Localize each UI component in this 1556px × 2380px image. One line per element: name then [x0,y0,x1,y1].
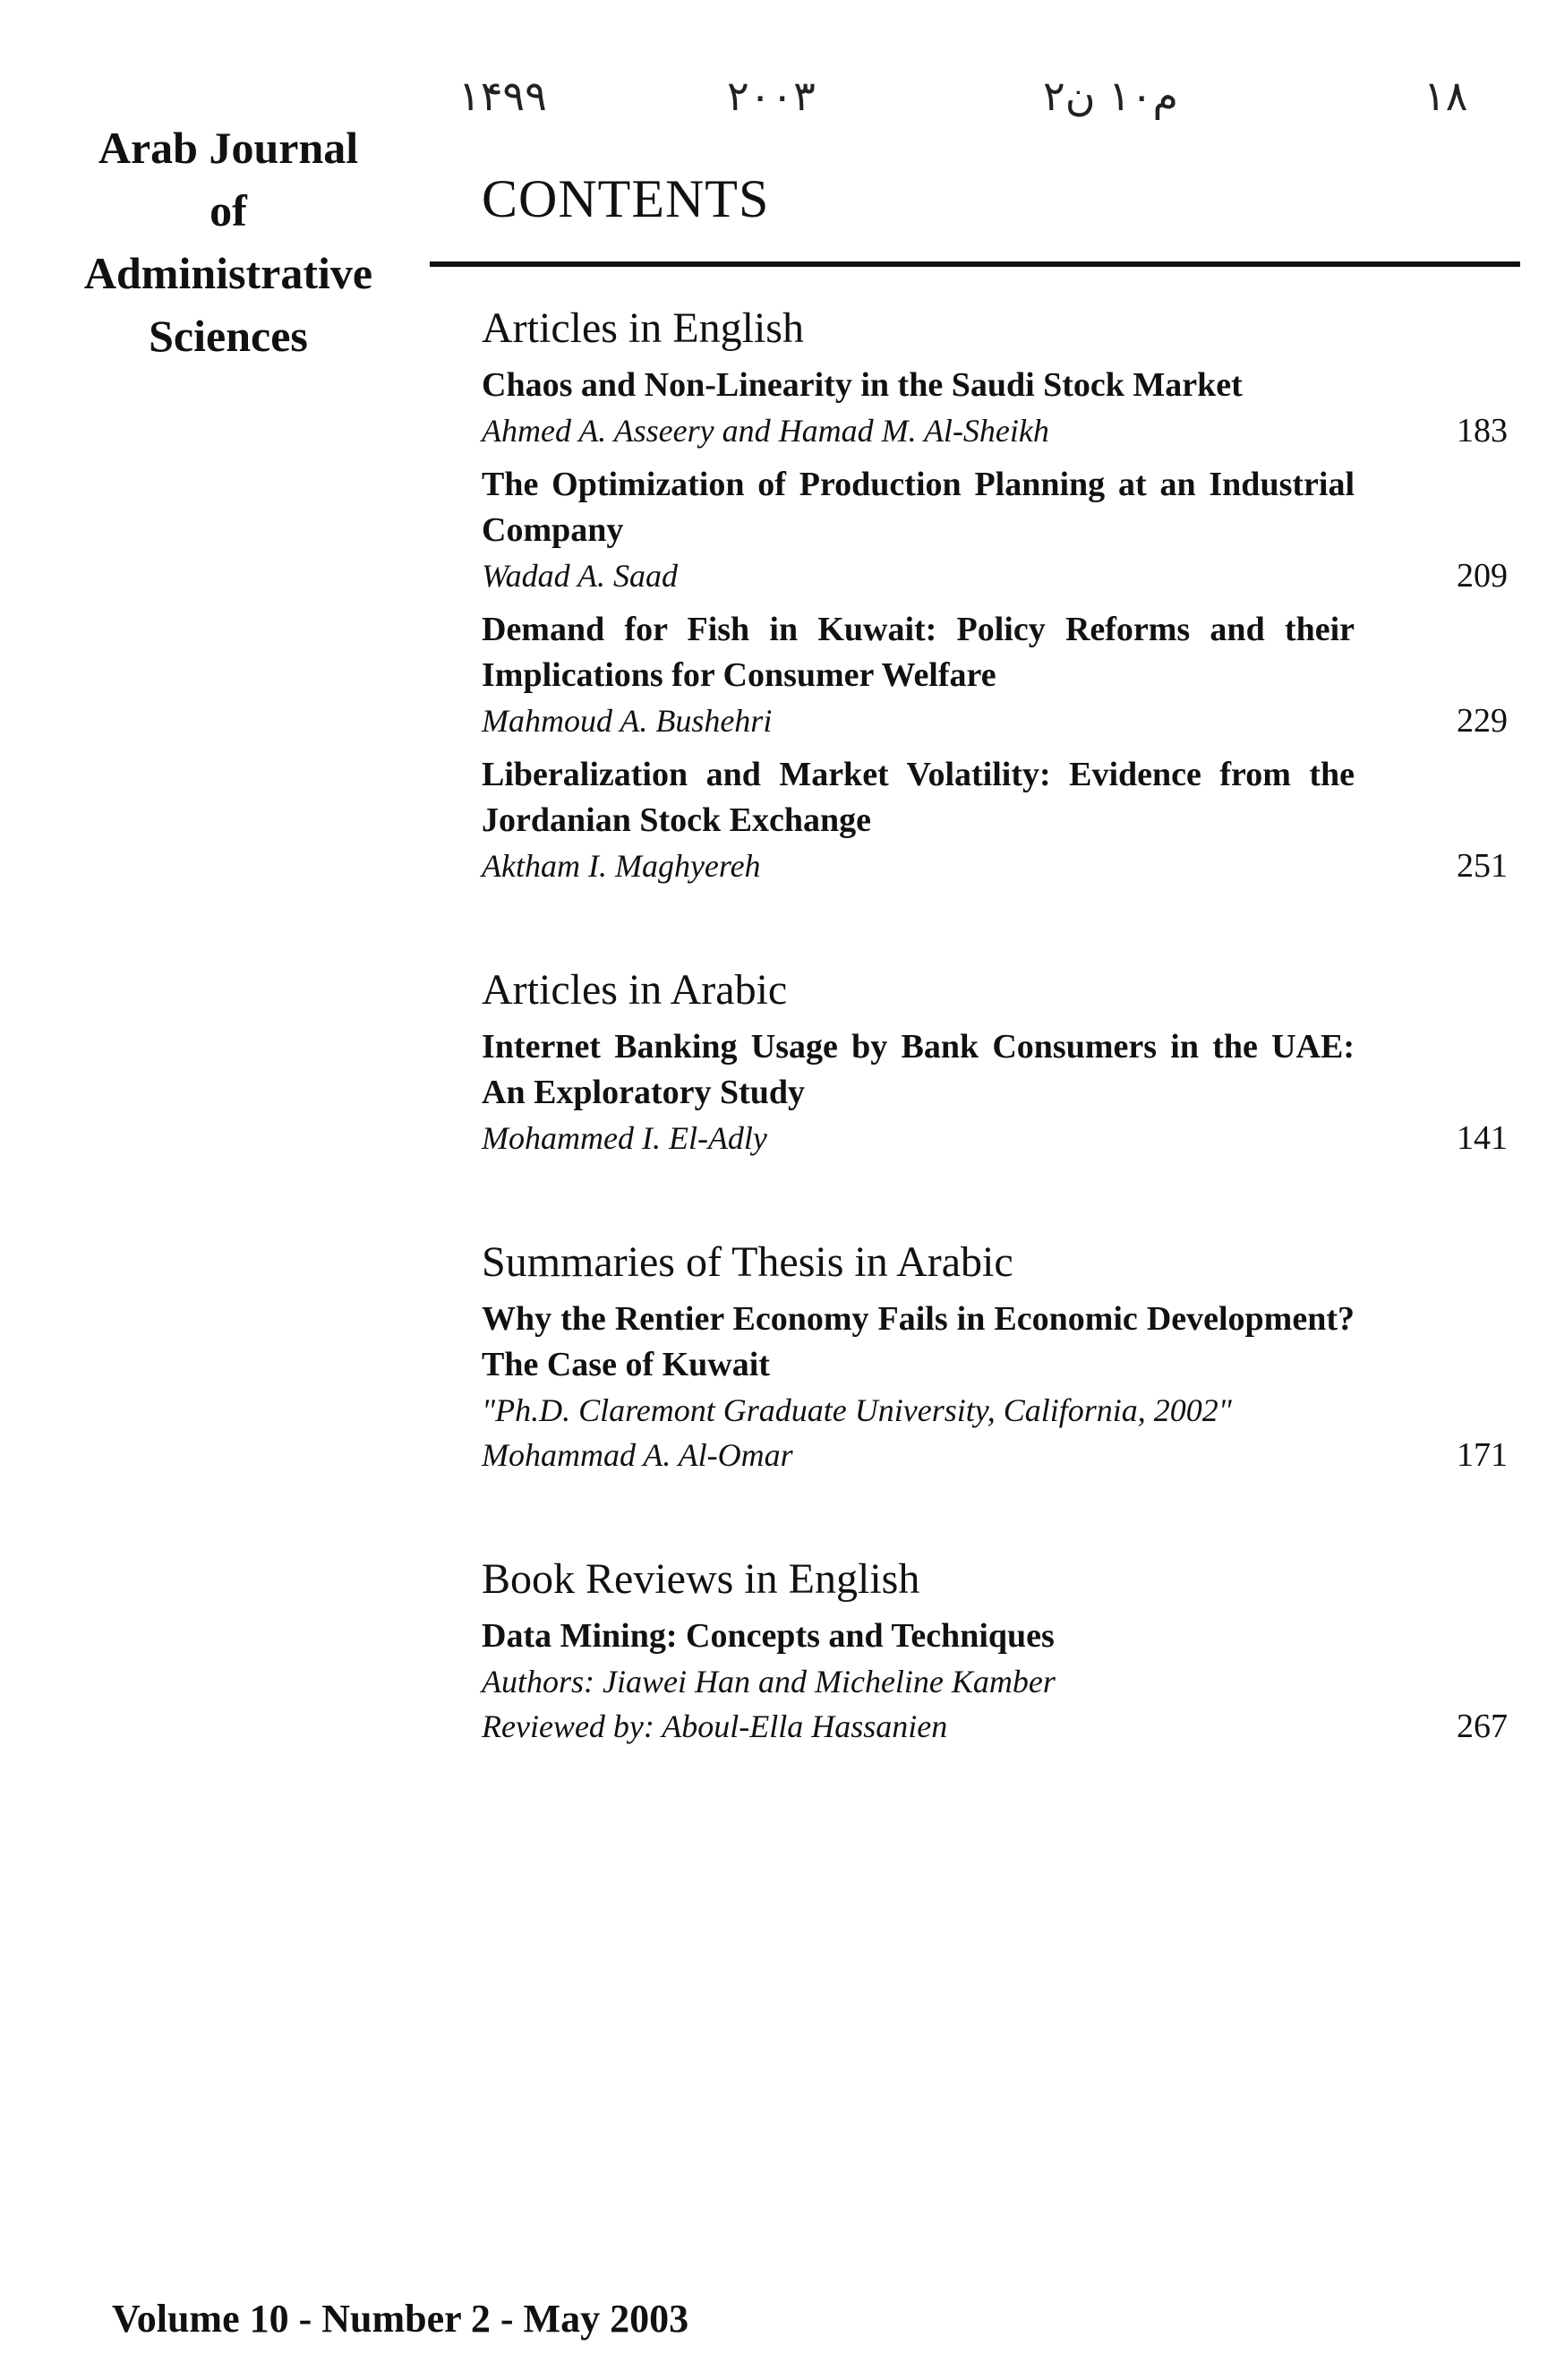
journal-title-line: of [209,185,247,235]
table-of-contents [482,300,1520,1758]
section-title: Book Reviews in English [482,1555,920,1603]
toc-section [482,1234,1520,1477]
toc-section [482,300,1520,888]
entry-title: The Optimization of Production Planning at an Industrial Company [482,466,1355,549]
toc-entry[interactable] [482,363,1520,453]
entry-page-number: 251 [1457,847,1508,885]
toc-entry[interactable] [482,1614,1520,1749]
contents-heading: CONTENTS [482,169,770,228]
entry-authors: Wadad A. Saad [482,558,679,594]
toc-entry[interactable] [482,462,1520,598]
entry-authors: Reviewed by: Aboul-Ella Hassanien [482,1708,948,1744]
toc-entry[interactable] [482,752,1520,888]
entry-authors: Mahmoud A. Bushehri [482,703,773,739]
entry-page-number: 267 [1457,1708,1508,1745]
journal-title-line: Sciences [149,311,308,361]
handwritten-note: م۱۰ ن۲ [1043,72,1179,120]
entry-title: Data Mining: Concepts and Techniques [482,1617,1055,1655]
header-divider [430,261,1520,267]
toc-entry[interactable] [482,1297,1520,1477]
toc-entry[interactable] [482,1024,1520,1160]
handwritten-note: ۲۰۰۳ [727,72,816,120]
handwritten-note: ۱۸ [1423,72,1468,120]
entry-page-number: 141 [1457,1119,1508,1157]
journal-title-line: Administrative [83,248,373,298]
entry-title: Why the Rentier Economy Fails in Economic Development? The Case of Kuwait [482,1300,1355,1383]
toc-section [482,1551,1520,1749]
entry-page-number: 171 [1457,1436,1508,1474]
entry-authors: Mohammed I. El-Adly [482,1120,767,1156]
entry-authors: Mohammad A. Al-Omar [482,1437,793,1473]
toc-section [482,962,1520,1160]
section-title: Articles in Arabic [482,966,788,1014]
toc-entry[interactable] [482,607,1520,743]
entry-page-number: 229 [1457,702,1508,740]
entry-page-number: 209 [1457,557,1508,595]
section-title: Articles in English [482,304,804,352]
entry-note: Authors: Jiawei Han and Micheline Kamber [482,1664,1056,1699]
section-title: Summaries of Thesis in Arabic [482,1238,1013,1286]
entry-title: Internet Banking Usage by Bank Consumers in the UAE: An Exploratory Study [482,1028,1355,1111]
entry-authors: Ahmed A. Asseery and Hamad M. Al-Sheikh [482,413,1049,449]
journal-title [81,116,376,367]
journal-title-line: Arab Journal [98,123,359,173]
entry-title: Demand for Fish in Kuwait: Policy Reforms and their Implications for Consumer Welfare [482,611,1355,694]
entry-page-number: 183 [1457,412,1508,449]
entry-title: Liberalization and Market Volatility: Evidence from the Jordanian Stock Exchange [482,756,1355,839]
entry-authors: Aktham I. Maghyereh [482,848,761,884]
entry-note: "Ph.D. Claremont Graduate University, California, 2002" [482,1392,1232,1428]
volume-issue-line: Volume 10 - Number 2 - May 2003 [112,2297,689,2341]
handwritten-note: ۱۴۹۹ [458,72,547,120]
entry-title: Chaos and Non-Linearity in the Saudi Stock Market [482,366,1243,404]
